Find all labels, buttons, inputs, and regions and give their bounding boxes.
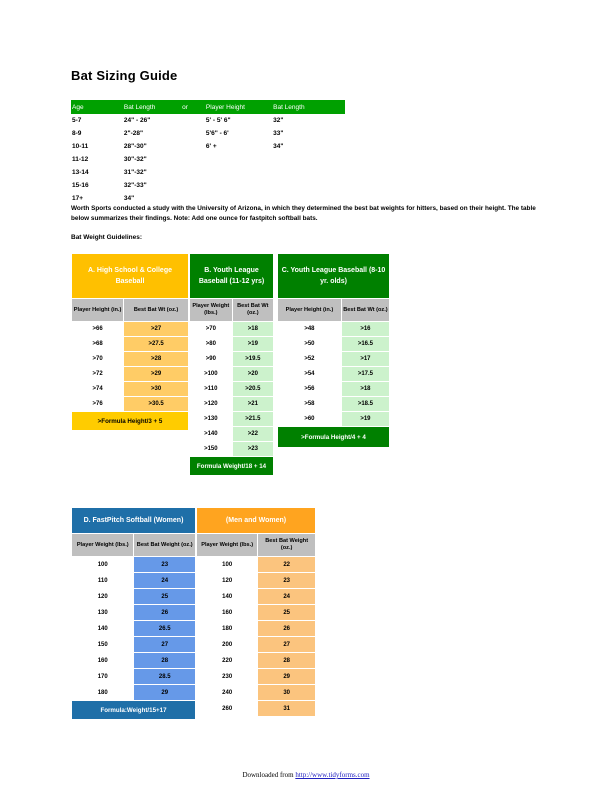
table-e-title: (Men and Women) xyxy=(197,508,316,534)
page-title: Bat Sizing Guide xyxy=(71,68,178,83)
cell-player-weight: >150 xyxy=(190,442,233,457)
table-d-col1-header: Player Weight (lbs.) xyxy=(72,534,134,557)
cell-player-height: >66 xyxy=(72,322,124,337)
cell-age: 17+ xyxy=(72,195,84,202)
cell-or xyxy=(181,153,205,166)
cell-player-height xyxy=(205,153,272,166)
cell-bat-weight: >18 xyxy=(232,322,273,337)
cell-bat-weight: >18 xyxy=(341,382,389,397)
table-d-title: D. FastPitch Softball (Women) xyxy=(72,508,196,534)
cell-player-weight: 180 xyxy=(72,685,134,701)
table-a-high-school-college xyxy=(71,253,189,431)
cell-player-weight: 100 xyxy=(72,557,134,573)
table-row xyxy=(71,153,345,166)
cell-player-weight: 170 xyxy=(72,669,134,685)
cell-bat-weight: >18.5 xyxy=(341,397,389,412)
cell-player-height: >54 xyxy=(278,367,342,382)
cell-bat-weight: 26 xyxy=(258,621,316,637)
column-header-player-height: Player Height xyxy=(205,100,272,114)
cell-bat-length-2: 34" xyxy=(273,143,284,150)
cell-bat-weight: >27.5 xyxy=(124,337,189,352)
cell-player-weight: 130 xyxy=(72,605,134,621)
cell-bat-length: 31"-32" xyxy=(123,169,147,176)
table-e-men-and-women xyxy=(196,507,316,717)
cell-bat-length-2 xyxy=(272,166,345,179)
cell-bat-weight: 23 xyxy=(134,557,196,573)
cell-bat-weight: 29 xyxy=(134,685,196,701)
cell-player-weight: >130 xyxy=(190,412,233,427)
cell-bat-weight: >28 xyxy=(124,352,189,367)
cell-player-height xyxy=(205,179,272,192)
table-header-row xyxy=(71,100,345,114)
cell-bat-weight: >16 xyxy=(341,322,389,337)
cell-bat-weight: >19 xyxy=(341,412,389,427)
table-c-formula: >Formula Height/4 + 4 xyxy=(278,427,390,448)
table-a-col1-header: Player Height (in.) xyxy=(72,299,124,322)
table-a-formula: >Formula Height/3 + 5 xyxy=(72,412,189,431)
bat-weight-guidelines-heading: Bat Weight Guidelines: xyxy=(71,234,143,241)
cell-bat-length: 30"-32" xyxy=(123,156,147,163)
cell-player-height: >70 xyxy=(72,352,124,367)
cell-player-height: >76 xyxy=(72,397,124,412)
table-row xyxy=(71,127,345,140)
cell-bat-length-2: 33" xyxy=(273,130,284,137)
cell-bat-weight: 30 xyxy=(258,685,316,701)
cell-bat-weight: 28 xyxy=(134,653,196,669)
cell-player-weight: >80 xyxy=(190,337,233,352)
cell-player-weight: 240 xyxy=(197,685,258,701)
cell-age: 8-9 xyxy=(72,130,82,137)
cell-bat-weight: 25 xyxy=(258,605,316,621)
table-row xyxy=(71,166,345,179)
cell-bat-weight: >30.5 xyxy=(124,397,189,412)
table-d-formula: Formula:Weight/15+17 xyxy=(72,701,196,720)
cell-bat-weight: 26 xyxy=(134,605,196,621)
cell-player-height: >52 xyxy=(278,352,342,367)
cell-bat-weight: >27 xyxy=(124,322,189,337)
cell-or xyxy=(181,166,205,179)
age-bat-length-table xyxy=(71,100,345,205)
cell-bat-weight: >29 xyxy=(124,367,189,382)
table-a-title: A. High School & College Baseball xyxy=(72,254,189,299)
cell-player-height: >48 xyxy=(278,322,342,337)
cell-bat-weight: >23 xyxy=(232,442,273,457)
table-row xyxy=(71,140,345,153)
cell-age: 5-7 xyxy=(72,117,82,124)
cell-player-height: >68 xyxy=(72,337,124,352)
cell-player-weight: >140 xyxy=(190,427,233,442)
table-b-title: B. Youth League Baseball (11-12 yrs) xyxy=(190,254,274,299)
cell-player-weight: 120 xyxy=(72,589,134,605)
cell-player-height: 6' + xyxy=(205,143,217,150)
cell-age: 10-11 xyxy=(72,143,89,150)
table-a-col2-header: Best Bat Wt (oz.) xyxy=(124,299,189,322)
cell-player-weight: >70 xyxy=(190,322,233,337)
cell-player-weight: 160 xyxy=(72,653,134,669)
cell-player-weight: 220 xyxy=(197,653,258,669)
cell-bat-weight: 24 xyxy=(134,573,196,589)
cell-player-weight: 200 xyxy=(197,637,258,653)
cell-player-height: >72 xyxy=(72,367,124,382)
cell-player-height: 5' - 5' 6" xyxy=(205,117,231,124)
cell-age: 11-12 xyxy=(72,156,89,163)
cell-player-weight: >120 xyxy=(190,397,233,412)
cell-bat-weight: 28 xyxy=(258,653,316,669)
cell-player-weight: 120 xyxy=(197,573,258,589)
table-e-col2-header: Best Bat Weight (oz.) xyxy=(258,534,316,557)
footer-link[interactable]: http://www.tidyforms.com xyxy=(295,771,370,779)
table-e-col1-header: Player Weight (lbs.) xyxy=(197,534,258,557)
cell-bat-weight: 28.5 xyxy=(134,669,196,685)
table-c-col2-header: Best Bat Wt (oz.) xyxy=(341,299,389,322)
column-header-bat-length-2: Bat Length xyxy=(272,100,345,114)
cell-player-height: 5'6" - 6' xyxy=(205,130,229,137)
cell-player-weight: 180 xyxy=(197,621,258,637)
table-row xyxy=(71,114,345,127)
cell-player-weight: 160 xyxy=(197,605,258,621)
cell-bat-weight: >16.5 xyxy=(341,337,389,352)
footer xyxy=(0,771,612,779)
table-b-youth-league-11-12 xyxy=(189,253,274,476)
cell-player-weight: >100 xyxy=(190,367,233,382)
cell-player-weight: >110 xyxy=(190,382,233,397)
cell-bat-weight: 23 xyxy=(258,573,316,589)
cell-bat-weight: 31 xyxy=(258,701,316,717)
cell-bat-weight: 25 xyxy=(134,589,196,605)
cell-player-height: >74 xyxy=(72,382,124,397)
cell-player-weight: >90 xyxy=(190,352,233,367)
table-d-col2-header: Best Bat Weight (oz.) xyxy=(134,534,196,557)
cell-bat-length-2: 32" xyxy=(273,117,284,124)
cell-bat-weight: 26.5 xyxy=(134,621,196,637)
table-b-col1-header: Player Weight (lbs.) xyxy=(190,299,233,322)
table-b-col2-header: Best Bat Wt (oz.) xyxy=(232,299,273,322)
cell-bat-length-2 xyxy=(272,179,345,192)
table-c-youth-league-8-10 xyxy=(277,253,390,448)
intro-paragraph: Worth Sports conducted a study with the University of Arizona, in which they determined the best bat weights for hitters, based on their height. The table below summarizes their findings. Note: Add one ounce for fastpitch softball bats. xyxy=(71,205,536,222)
cell-bat-weight: 29 xyxy=(258,669,316,685)
cell-bat-weight: >17.5 xyxy=(341,367,389,382)
cell-bat-weight: >20.5 xyxy=(232,382,273,397)
cell-bat-weight: 27 xyxy=(134,637,196,653)
cell-player-weight: 260 xyxy=(197,701,258,717)
cell-or xyxy=(181,114,205,127)
table-c-title: C. Youth League Baseball (8-10 yr. olds) xyxy=(278,254,390,299)
cell-player-weight: 140 xyxy=(72,621,134,637)
cell-age: 13-14 xyxy=(72,169,89,176)
cell-bat-weight: >17 xyxy=(341,352,389,367)
cell-bat-weight: 27 xyxy=(258,637,316,653)
table-row xyxy=(71,179,345,192)
cell-bat-weight: >19 xyxy=(232,337,273,352)
cell-bat-length-2 xyxy=(272,153,345,166)
cell-player-height: >50 xyxy=(278,337,342,352)
cell-bat-weight: >30 xyxy=(124,382,189,397)
cell-or xyxy=(181,179,205,192)
cell-player-weight: 140 xyxy=(197,589,258,605)
cell-bat-weight: >19.5 xyxy=(232,352,273,367)
cell-bat-weight: 24 xyxy=(258,589,316,605)
cell-player-weight: 100 xyxy=(197,557,258,573)
table-b-formula: Formula Weight/18 + 14 xyxy=(190,457,274,476)
cell-bat-length: 2"-28" xyxy=(123,130,144,137)
cell-bat-length: 28"-30" xyxy=(123,143,147,150)
cell-player-height xyxy=(205,166,272,179)
cell-bat-length: 32"-33" xyxy=(123,182,147,189)
cell-bat-length: 24" - 26" xyxy=(123,117,151,124)
cell-bat-weight: >21.5 xyxy=(232,412,273,427)
cell-age: 15-16 xyxy=(72,182,89,189)
footer-prefix: Downloaded from xyxy=(242,771,296,779)
table-d-fastpitch-softball-women xyxy=(71,507,196,720)
column-header-bat-length: Bat Length xyxy=(123,100,181,114)
cell-player-weight: 110 xyxy=(72,573,134,589)
cell-or xyxy=(181,140,205,153)
cell-player-height: >56 xyxy=(278,382,342,397)
cell-bat-weight: 22 xyxy=(258,557,316,573)
cell-bat-length: 34" xyxy=(123,195,135,202)
cell-player-height: >60 xyxy=(278,412,342,427)
cell-bat-weight: >22 xyxy=(232,427,273,442)
cell-player-weight: 150 xyxy=(72,637,134,653)
cell-bat-weight: >20 xyxy=(232,367,273,382)
table-c-col1-header: Player Height (in.) xyxy=(278,299,342,322)
cell-player-weight: 230 xyxy=(197,669,258,685)
column-header-age: Age xyxy=(71,100,123,114)
cell-or xyxy=(181,127,205,140)
column-header-or: or xyxy=(181,100,205,114)
cell-bat-weight: >21 xyxy=(232,397,273,412)
cell-player-height: >58 xyxy=(278,397,342,412)
